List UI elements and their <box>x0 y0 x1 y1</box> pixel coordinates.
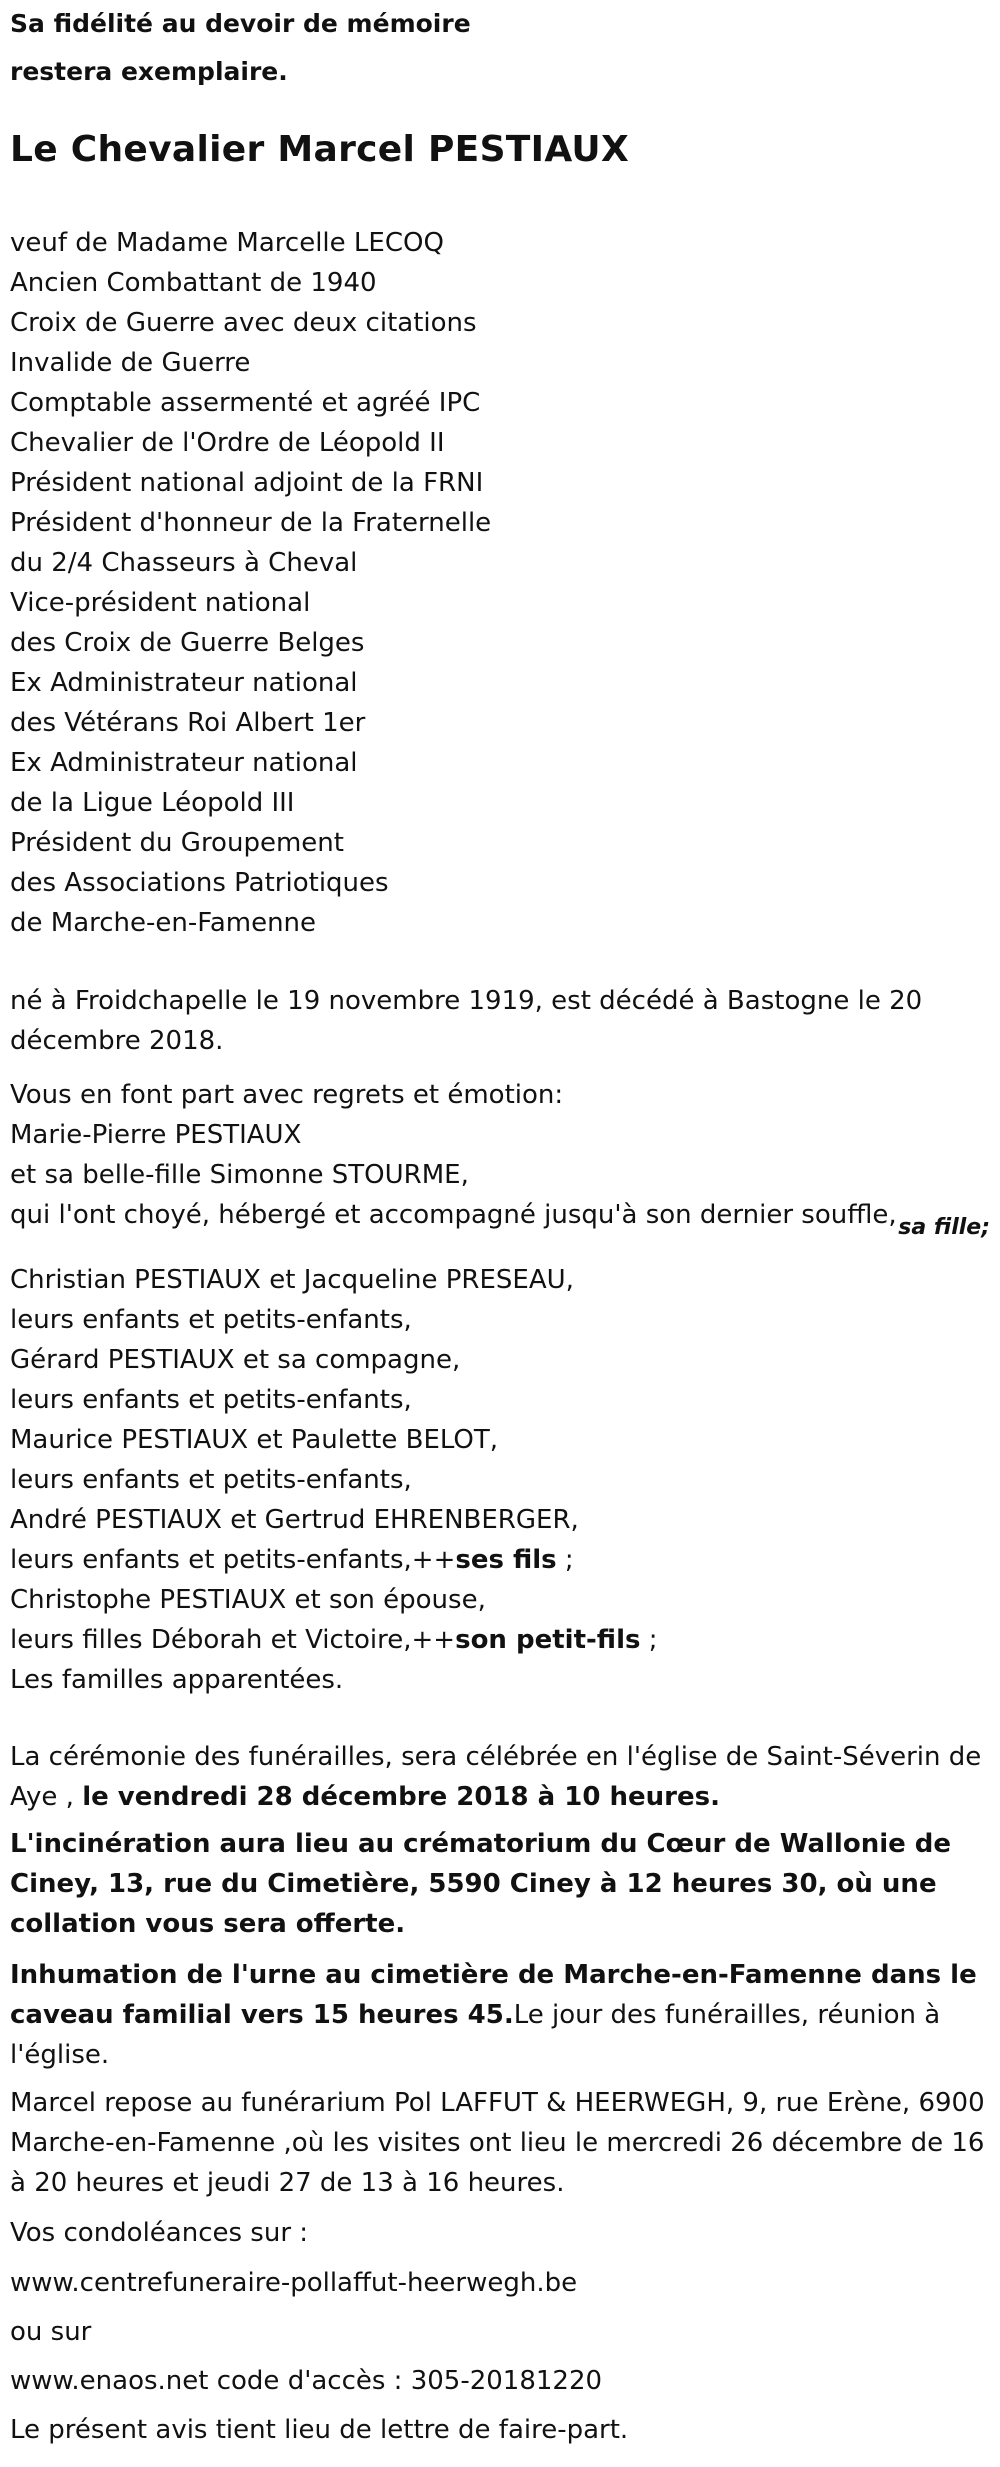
title-item: des Vétérans Roi Albert 1er <box>10 708 366 738</box>
announce-line: et sa belle-fille Simonne STOURME, <box>10 1160 469 1190</box>
family-line: leurs enfants et petits-enfants, <box>10 1465 412 1495</box>
announce-line: Vous en font part avec regrets et émotion: <box>10 1080 564 1110</box>
title-item: Ex Administrateur national <box>10 668 358 698</box>
ceremony-paragraph <box>10 1737 995 1817</box>
family-line-text: leurs filles Déborah et Victoire,++ <box>10 1625 456 1655</box>
title-item: de la Ligue Léopold III <box>10 788 295 818</box>
family-line: leurs enfants et petits-enfants, <box>10 1385 412 1415</box>
family-line: Les familles apparentées. <box>10 1665 344 1695</box>
inhumation-note: Le jour des funérailles, réunion à l'église. <box>10 2000 941 2070</box>
title-item: Président d'honneur de la Fraternelle <box>10 508 492 538</box>
family-line: André PESTIAUX et Gertrud EHRENBERGER, <box>10 1505 579 1535</box>
funerarium-paragraph: Marcel repose au funérarium Pol LAFFUT & HEERWEGH, 9, rue Erène, 6900 Marche-en-Famenne ,où les visites ont lieu le mercredi 26 décembre de 16 à 20 heures et jeudi 27 de 13 à 16 heures. <box>10 2088 985 2198</box>
announce-line: qui l'ont choyé, hébergé et accompagné jusqu'à son dernier souffle, <box>10 1200 897 1230</box>
closing-statement: Le présent avis tient lieu de lettre de faire-part. <box>10 2415 629 2445</box>
inhumation-paragraph <box>10 1955 995 2075</box>
family-line: leurs enfants et petits-enfants, <box>10 1305 412 1335</box>
family-line <box>10 1543 574 1577</box>
or-label: ou sur <box>10 2317 92 2347</box>
deceased-name: Le Chevalier Marcel PESTIAUX <box>10 129 629 170</box>
inhumation-details: Inhumation de l'urne au cimetière de Marche-en-Famenne dans le caveau familial vers 15 heures 45. <box>10 1960 977 2030</box>
ceremony-date: le vendredi 28 décembre 2018 à 10 heures. <box>82 1782 720 1812</box>
title-item: Président du Groupement <box>10 828 344 858</box>
title-item: Chevalier de l'Ordre de Léopold II <box>10 428 445 458</box>
family-line: Gérard PESTIAUX et sa compagne, <box>10 1345 461 1375</box>
title-item: Président national adjoint de la FRNI <box>10 468 484 498</box>
title-item: Croix de Guerre avec deux citations <box>10 308 477 338</box>
family-line: Maurice PESTIAUX et Paulette BELOT, <box>10 1425 499 1455</box>
title-item: du 2/4 Chasseurs à Cheval <box>10 548 358 578</box>
son-petit-fils-label: son petit-fils <box>455 1625 641 1655</box>
title-item: Invalide de Guerre <box>10 348 251 378</box>
title-item: Vice-président national <box>10 588 311 618</box>
sa-fille-label: sa fille; <box>898 1215 990 1240</box>
family-line-text: leurs enfants et petits-enfants,++ <box>10 1545 456 1575</box>
website-link-1[interactable]: www.centrefuneraire-pollaffut-heerwegh.be <box>10 2268 578 2298</box>
family-line-end: ; <box>556 1545 574 1575</box>
ses-fils-label: ses fils <box>455 1545 557 1575</box>
birth-death-statement: né à Froidchapelle le 19 novembre 1919, est décédé à Bastogne le 20 décembre 2018. <box>10 986 923 1056</box>
epigraph-line-2: restera exemplaire. <box>10 57 288 86</box>
title-item: veuf de Madame Marcelle LECOQ <box>10 228 444 258</box>
title-item: des Croix de Guerre Belges <box>10 628 365 658</box>
family-line: Christophe PESTIAUX et son épouse, <box>10 1585 486 1615</box>
family-line: Christian PESTIAUX et Jacqueline PRESEAU, <box>10 1265 574 1295</box>
incineration-paragraph: L'incinération aura lieu au crématorium du Cœur de Wallonie de Ciney, 13, rue du Cimetière, 5590 Ciney à 12 heures 30, où une collation vous sera offerte. <box>10 1829 952 1939</box>
family-line-end: ; <box>640 1625 658 1655</box>
title-item: Comptable assermenté et agréé IPC <box>10 388 481 418</box>
title-item: Ex Administrateur national <box>10 748 358 778</box>
condolences-label: Vos condoléances sur : <box>10 2218 309 2248</box>
website-link-2[interactable]: www.enaos.net code d'accès : 305-20181220 <box>10 2366 603 2396</box>
title-item: Ancien Combattant de 1940 <box>10 268 377 298</box>
family-line <box>10 1623 658 1657</box>
ceremony-text: La cérémonie des funérailles, sera célébrée en l'église de Saint-Séverin de Aye , <box>10 1742 982 1812</box>
announce-line: Marie-Pierre PESTIAUX <box>10 1120 302 1150</box>
title-item: des Associations Patriotiques <box>10 868 389 898</box>
title-item: de Marche-en-Famenne <box>10 908 317 938</box>
epigraph-line-1: Sa fidélité au devoir de mémoire <box>10 9 471 38</box>
